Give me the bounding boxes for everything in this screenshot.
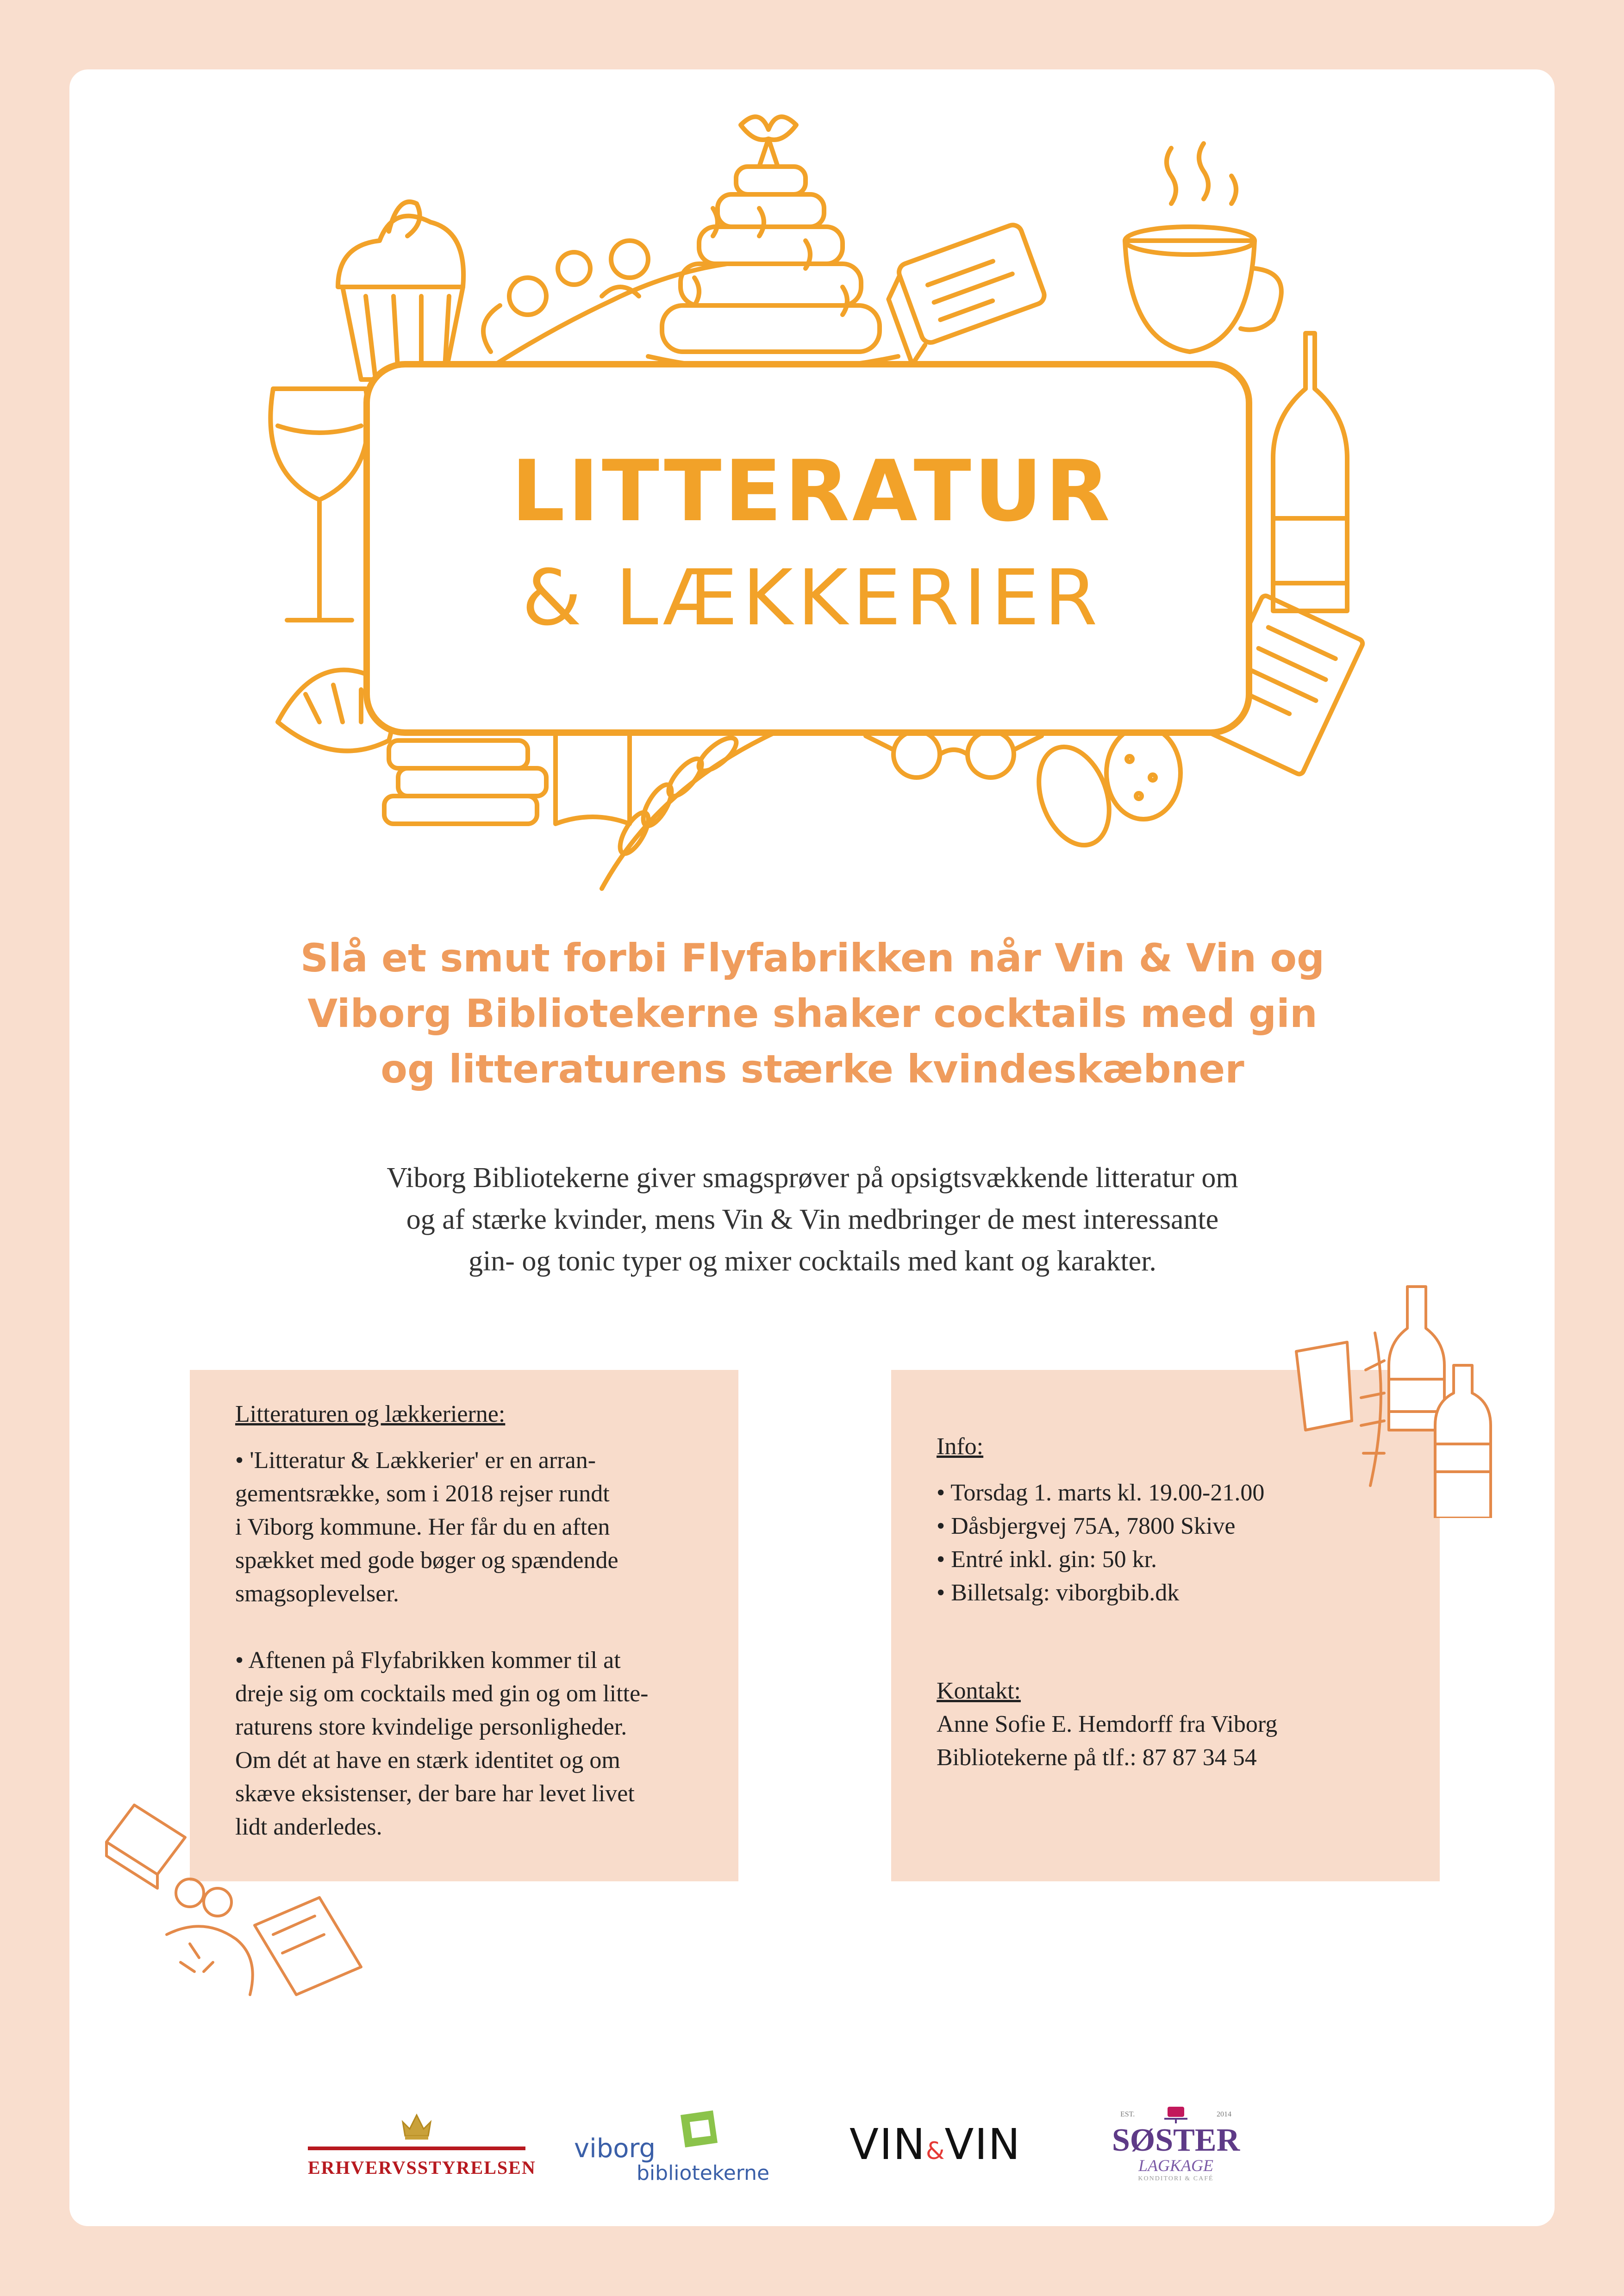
teacup-illustration <box>1125 143 1281 352</box>
paragraph <box>235 1444 698 1611</box>
sponsor-logos <box>0 2101 1624 2194</box>
headline-line: Viborg Bibliotekerne shaker cocktails med gin <box>307 991 1318 1036</box>
flower-branch-illustration <box>472 241 727 380</box>
year-text: 2014 <box>1217 2110 1231 2118</box>
cupcake-illustration <box>338 202 463 380</box>
intro-text <box>222 1157 1403 1282</box>
text-line: gementsrække, som i 2018 rejser rundt <box>235 1481 610 1507</box>
soster-text: SØSTER <box>1112 2122 1240 2158</box>
crown-icon <box>400 2110 433 2143</box>
headline-line: og litteraturens stærke kvindeskæbner <box>381 1046 1244 1092</box>
contact-line: Bibliotekerne på tlf.: 87 87 34 54 <box>937 1744 1257 1771</box>
text-line: lidt anderledes. <box>235 1814 382 1840</box>
book-illustration <box>879 223 1052 365</box>
info-item: • Torsdag 1. marts kl. 19.00-21.00 <box>937 1480 1265 1506</box>
erhvervsstyrelsen-logo <box>308 2110 536 2189</box>
vin-text: VIN <box>849 2120 926 2169</box>
bibliotekerne-text: bibliotekerne <box>637 2161 770 2185</box>
ampersand-text: & <box>925 2137 945 2165</box>
intro-line: og af stærke kvinder, mens Vin & Vin medbringer de mest interessante <box>406 1204 1219 1235</box>
viborg-text: viborg <box>574 2134 656 2164</box>
info-item: • Dåsbjergvej 75A, 7800 Skive <box>937 1513 1236 1539</box>
sunglasses-illustration <box>866 731 1042 778</box>
info-item: • Entré inkl. gin: 50 kr. <box>937 1546 1157 1573</box>
book-stack-illustration <box>384 724 630 824</box>
box-heading: Litteraturen og lækkerierne: <box>235 1401 506 1427</box>
headline <box>176 930 1449 1097</box>
intro-line: gin- og tonic typer og mixer cocktails med kant og karakter. <box>468 1245 1156 1277</box>
text-line: dreje sig om cocktails med gin og om litte- <box>235 1680 649 1707</box>
cake-stand-icon <box>1162 2101 1190 2124</box>
est-text: EST. <box>1120 2110 1135 2118</box>
poster-title: LITTERATUR <box>511 442 1113 540</box>
title-frame <box>363 361 1252 736</box>
cake-illustration <box>648 117 898 370</box>
vin-text: VIN <box>944 2120 1021 2169</box>
fruits-illustration <box>1026 727 1181 855</box>
lagkage-text: LAGKAGE <box>1138 2156 1213 2175</box>
text-line: spækket med gode bøger og spændende <box>235 1547 618 1574</box>
viborg-mark-icon <box>671 2106 727 2152</box>
erhvervsstyrelsen-text: ERHVERVSSTYRELSEN <box>308 2157 536 2178</box>
info-heading: Info: <box>937 1433 984 1460</box>
info-item: • Billetsalg: viborgbib.dk <box>937 1580 1180 1606</box>
soster-lagkage-logo <box>1106 2101 1245 2194</box>
intro-line: Viborg Bibliotekerne giver smagsprøver på opsigtsvækkende litteratur om <box>387 1162 1238 1194</box>
konditori-text: KONDITORI & CAFÉ <box>1138 2175 1214 2182</box>
bottles-doodle-icon <box>1282 1277 1514 1518</box>
text-line: • 'Litteratur & Lækkerier' er en arran- <box>235 1447 596 1474</box>
text-line: skæve eksistenser, der bare har levet livet <box>235 1780 635 1807</box>
headline-line: Slå et smut forbi Flyfabrikken når Vin & Vin og <box>300 935 1325 981</box>
text-line: smagsoplevelser. <box>235 1580 399 1607</box>
text-line: i Viborg kommune. Her får du en aften <box>235 1514 610 1540</box>
poster-subtitle: & LÆKKERIER <box>522 554 1102 643</box>
text-line: raturens store kvindelige personligheder. <box>235 1714 627 1740</box>
contact-info <box>937 1708 1399 1774</box>
contact-line: Anne Sofie E. Hemdorff fra Viborg <box>937 1711 1278 1737</box>
viborg-bibliotekerne-logo <box>574 2106 796 2189</box>
vin-og-vin-logo <box>849 2120 1044 2175</box>
books-doodle-icon <box>97 1796 384 2018</box>
text-line: Om dét at have en stærk identitet og om <box>235 1747 620 1773</box>
contact-heading: Kontakt: <box>937 1678 1021 1704</box>
text-line: • Aftenen på Flyfabrikken kommer til at <box>235 1647 621 1674</box>
